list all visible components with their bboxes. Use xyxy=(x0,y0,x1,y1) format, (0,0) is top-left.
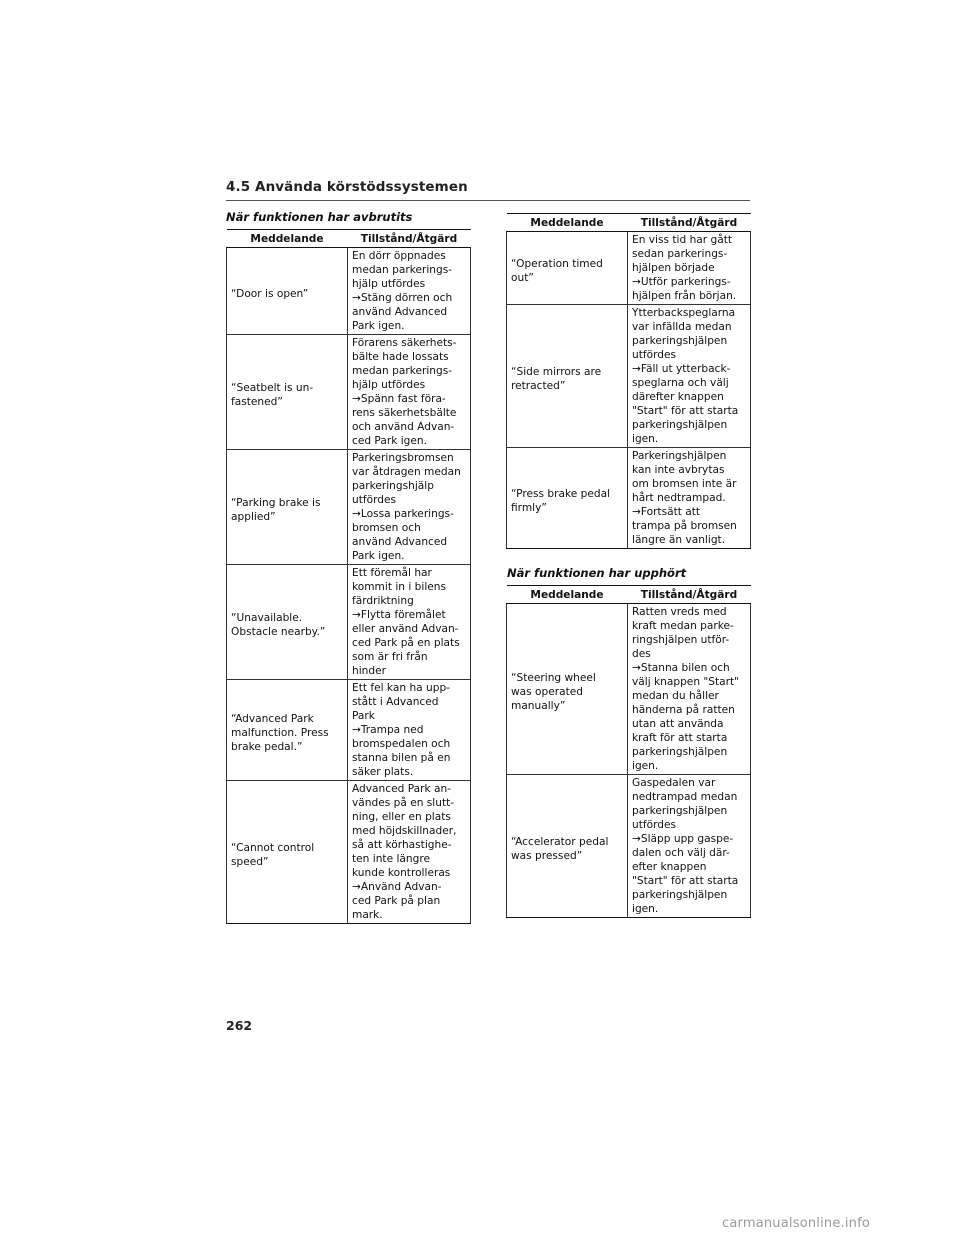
state-line: utan att använda xyxy=(632,718,724,730)
col-header-state: Tillstånd/Åtgärd xyxy=(628,586,751,604)
message-line: was pressed” xyxy=(511,849,583,862)
state-line: Park igen. xyxy=(352,550,405,562)
state-line: bromsen och xyxy=(352,522,421,534)
state-action-cell xyxy=(348,248,471,335)
table-row xyxy=(507,232,751,305)
state-line: hjälpen från början. xyxy=(632,290,737,302)
state-line: En viss tid har gått xyxy=(632,234,733,246)
state-line: parkeringshjälpen xyxy=(632,419,728,431)
state-line: som är fri från xyxy=(352,651,428,663)
message-cell xyxy=(227,680,348,781)
state-line: →Spänn fast föra- xyxy=(352,393,446,405)
state-line: ced Park på plan xyxy=(352,895,441,907)
table-row xyxy=(507,448,751,549)
state-line: om bromsen inte är xyxy=(632,478,737,490)
state-line: utfördes xyxy=(352,494,397,506)
message-cell xyxy=(227,781,348,924)
message-line: “Parking brake is xyxy=(231,496,321,509)
state-line: efter knappen xyxy=(632,861,707,873)
state-line: ced Park på en plats xyxy=(352,637,460,649)
state-line: så att körhastighe- xyxy=(352,839,452,851)
state-action-cell xyxy=(348,450,471,565)
table-row xyxy=(227,335,471,450)
message-line: “Press brake pedal xyxy=(511,487,611,500)
state-line: igen. xyxy=(632,433,659,445)
message-line: “Door is open” xyxy=(231,287,309,300)
message-line: speed” xyxy=(231,855,269,868)
state-line: "Start" för att starta xyxy=(632,875,739,887)
state-line: des xyxy=(632,648,651,660)
state-line: "Start" för att starta xyxy=(632,405,739,417)
message-line: applied” xyxy=(231,510,276,523)
state-line: bälte hade lossats xyxy=(352,351,449,363)
page-number: 262 xyxy=(226,1018,253,1033)
state-line: parkeringshjälpen xyxy=(632,335,728,347)
message-cell xyxy=(227,565,348,680)
state-line: hinder xyxy=(352,665,386,677)
table-row xyxy=(227,248,471,335)
state-line: parkeringshjälpen xyxy=(632,805,728,817)
state-line: igen. xyxy=(632,903,659,915)
state-line: →Fortsätt att xyxy=(632,506,701,518)
state-line: bromspedalen och xyxy=(352,738,451,750)
state-line: därefter knappen xyxy=(632,391,724,403)
state-action-cell xyxy=(348,335,471,450)
state-line: parkeringshjälp xyxy=(352,480,434,492)
state-line: ning, eller en plats xyxy=(352,811,451,823)
state-line: parkeringshjälpen xyxy=(632,889,728,901)
message-cell xyxy=(507,448,628,549)
state-line: →Lossa parkerings- xyxy=(352,508,454,520)
state-line: vändes på en slutt- xyxy=(352,797,455,809)
state-action-cell xyxy=(628,305,751,448)
message-line: “Seatbelt is un- xyxy=(231,381,314,394)
state-line: ringshjälpen utför- xyxy=(632,634,730,646)
state-line: välj knappen "Start" xyxy=(632,676,740,688)
state-line: →Släpp upp gaspe- xyxy=(632,833,734,845)
state-line: hjälpen började xyxy=(632,262,715,274)
interrupted-table xyxy=(226,229,471,924)
state-action-cell xyxy=(628,448,751,549)
state-line: →Trampa ned xyxy=(352,724,424,736)
col-header-message: Meddelande xyxy=(507,214,628,232)
state-line: Parkeringsbromsen xyxy=(352,452,454,464)
state-line: hjälp utfördes xyxy=(352,278,426,290)
table-row xyxy=(227,565,471,680)
message-line: retracted” xyxy=(511,379,566,392)
state-action-cell xyxy=(348,565,471,680)
state-line: längre än vanligt. xyxy=(632,534,726,546)
state-line: använd Advanced xyxy=(352,306,448,318)
state-line: var infällda medan xyxy=(632,321,732,333)
state-line: igen. xyxy=(632,760,659,772)
state-line: parkeringshjälpen xyxy=(632,746,728,758)
state-line: färdriktning xyxy=(352,595,414,607)
state-line: Ett föremål har xyxy=(352,567,432,579)
state-line: rens säkerhetsbälte xyxy=(352,407,457,419)
state-line: Ratten vreds med xyxy=(632,606,727,618)
table-row xyxy=(507,305,751,448)
state-line: medan parkerings- xyxy=(352,264,453,276)
message-line: “Side mirrors are xyxy=(511,365,602,378)
interrupted-table-continued xyxy=(506,213,751,549)
state-line: ced Park igen. xyxy=(352,435,427,447)
state-line: Park xyxy=(352,710,375,722)
state-action-cell xyxy=(628,604,751,775)
state-line: hjälp utfördes xyxy=(352,379,426,391)
col-header-state: Tillstånd/Åtgärd xyxy=(628,214,751,232)
state-line: ten inte längre xyxy=(352,853,430,865)
state-line: säker plats. xyxy=(352,766,414,778)
message-cell xyxy=(507,775,628,918)
state-line: nedtrampad medan xyxy=(632,791,738,803)
state-line: använd Advanced xyxy=(352,536,448,548)
state-line: utfördes xyxy=(632,349,677,361)
state-line: medan parkerings- xyxy=(352,365,453,377)
state-line: →Utför parkerings- xyxy=(632,276,731,288)
message-line: “Steering wheel xyxy=(511,671,596,684)
message-line: “Unavailable. xyxy=(231,611,303,624)
state-line: Förarens säkerhets- xyxy=(352,337,457,349)
table-row xyxy=(507,604,751,775)
state-line: hårt nedtrampad. xyxy=(632,492,726,504)
message-cell xyxy=(227,335,348,450)
state-line: Ett fel kan ha upp- xyxy=(352,682,451,694)
table-header-row xyxy=(507,586,751,604)
section-header-title: 4.5 Använda körstödssystemen xyxy=(226,179,468,195)
state-line: medan du håller xyxy=(632,690,719,702)
state-line: händerna på ratten xyxy=(632,704,735,716)
state-line: →Stäng dörren och xyxy=(352,292,453,304)
col-header-message: Meddelande xyxy=(227,230,348,248)
state-action-cell xyxy=(628,775,751,918)
col-header-message: Meddelande xyxy=(507,586,628,604)
state-line: →Stanna bilen och xyxy=(632,662,730,674)
interrupted-title: När funktionen har avbrutits xyxy=(226,210,413,224)
state-line: speglarna och välj xyxy=(632,377,729,389)
watermark: carmanualsonline.info xyxy=(722,1216,871,1231)
col-header-state: Tillstånd/Åtgärd xyxy=(348,230,471,248)
state-action-cell xyxy=(348,680,471,781)
message-cell xyxy=(507,232,628,305)
state-action-cell xyxy=(348,781,471,924)
message-line: “Operation timed xyxy=(511,257,603,270)
message-line: “Accelerator pedal xyxy=(511,835,609,848)
state-line: kommit in i bilens xyxy=(352,581,447,593)
state-action-cell xyxy=(628,232,751,305)
state-line: →Fäll ut ytterback- xyxy=(632,363,731,375)
message-line: “Advanced Park xyxy=(231,712,314,725)
state-line: var åtdragen medan xyxy=(352,466,461,478)
message-line: “Cannot control xyxy=(231,841,315,854)
message-line: firmly” xyxy=(511,501,547,514)
table-row xyxy=(227,450,471,565)
state-line: En dörr öppnades xyxy=(352,250,446,262)
message-cell xyxy=(227,248,348,335)
state-line: och använd Advan- xyxy=(352,421,455,433)
message-line: malfunction. Press xyxy=(231,726,329,739)
table-header-row xyxy=(507,214,751,232)
state-line: stanna bilen på en xyxy=(352,752,451,764)
message-line: was operated xyxy=(511,685,584,698)
message-line: manually” xyxy=(511,699,566,712)
state-line: Parkeringshjälpen xyxy=(632,450,727,462)
state-line: kunde kontrolleras xyxy=(352,867,451,879)
message-line: fastened” xyxy=(231,395,283,408)
table-row xyxy=(227,781,471,924)
table-row xyxy=(507,775,751,918)
section-header xyxy=(226,178,750,201)
state-line: mark. xyxy=(352,909,383,921)
state-line: Ytterbackspeglarna xyxy=(632,307,736,319)
state-line: Park igen. xyxy=(352,320,405,332)
state-line: eller använd Advan- xyxy=(352,623,459,635)
message-cell xyxy=(507,604,628,775)
stopped-table xyxy=(506,585,751,918)
message-cell xyxy=(507,305,628,448)
state-line: trampa på bromsen xyxy=(632,520,737,532)
state-line: Advanced Park an- xyxy=(352,783,451,795)
state-line: dalen och välj där- xyxy=(632,847,730,859)
message-cell xyxy=(227,450,348,565)
state-line: kan inte avbrytas xyxy=(632,464,725,476)
state-line: stått i Advanced xyxy=(352,696,439,708)
table-row xyxy=(227,680,471,781)
state-line: Gaspedalen var xyxy=(632,777,716,789)
state-line: med höjdskillnader, xyxy=(352,825,457,837)
message-line: brake pedal.” xyxy=(231,740,303,753)
message-line: out” xyxy=(511,271,534,284)
message-line: Obstacle nearby.” xyxy=(231,625,326,638)
state-line: kraft för att starta xyxy=(632,732,728,744)
state-line: →Använd Advan- xyxy=(352,881,442,893)
table-header-row xyxy=(227,230,471,248)
state-line: →Flytta föremålet xyxy=(352,609,446,621)
stopped-title: När funktionen har upphört xyxy=(507,566,687,580)
state-line: sedan parkerings- xyxy=(632,248,728,260)
state-line: utfördes xyxy=(632,819,677,831)
state-line: kraft medan parke- xyxy=(632,620,734,632)
